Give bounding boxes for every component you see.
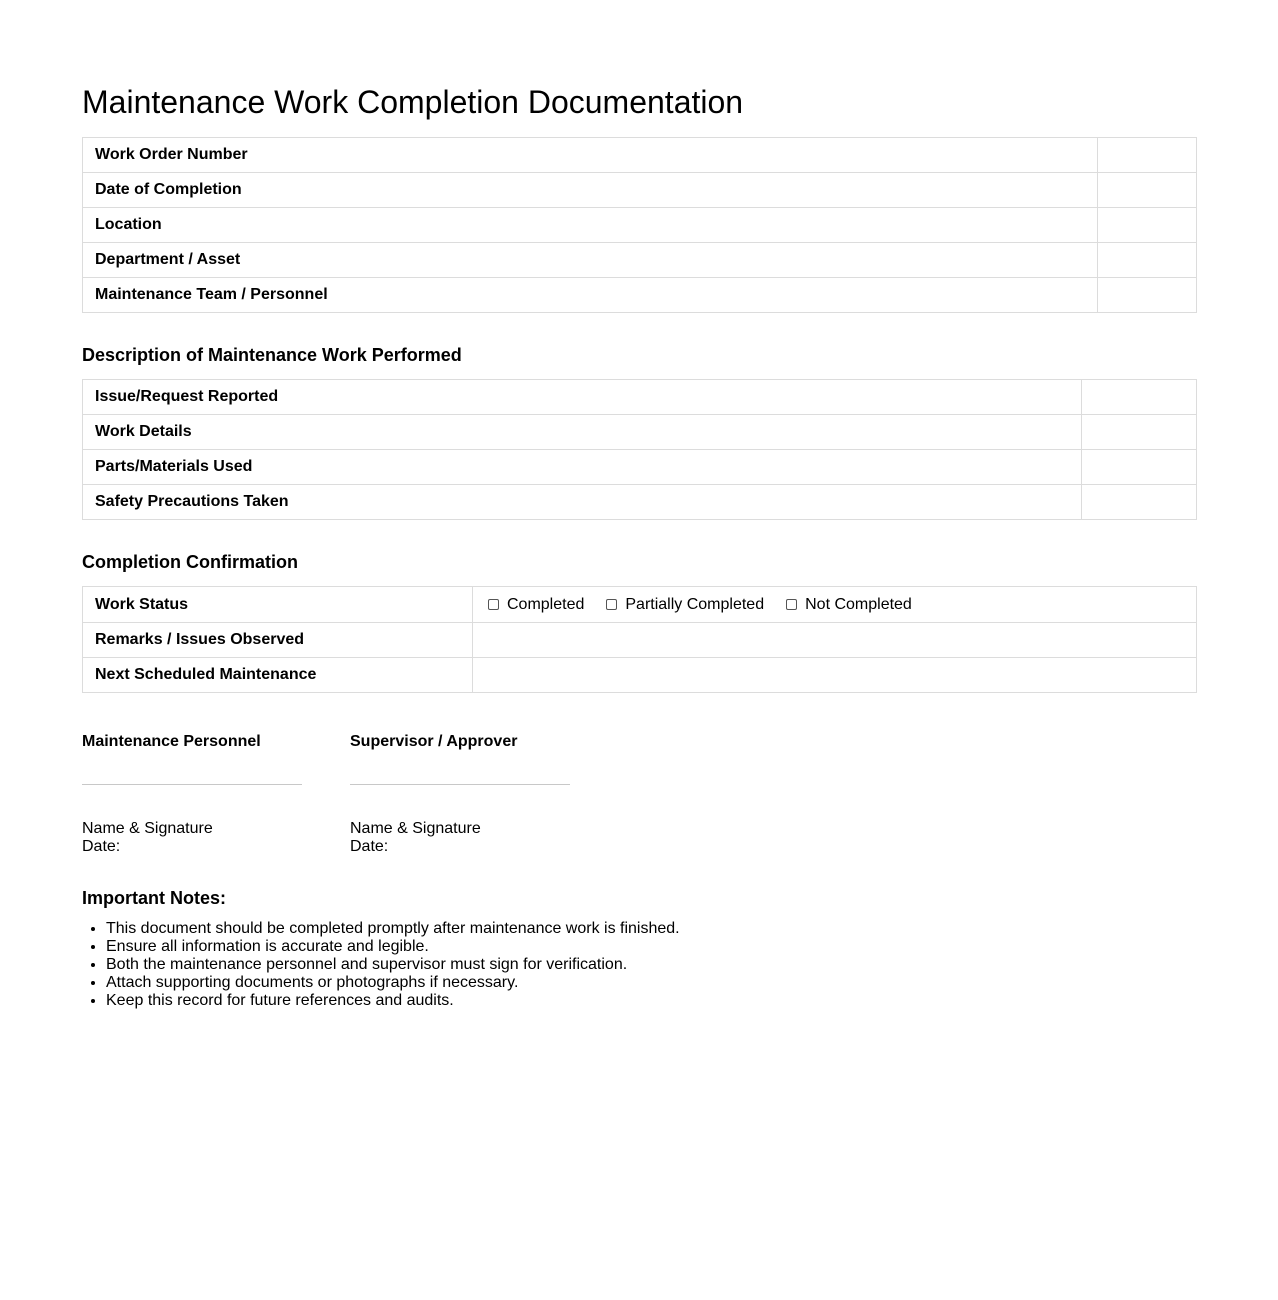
next-maintenance-field[interactable] <box>473 658 1197 693</box>
supervisor-signature-line[interactable] <box>350 784 570 785</box>
table-row <box>83 485 1197 520</box>
maintenance-personnel-signature-block <box>82 732 302 856</box>
completed-option-label: Completed <box>507 595 585 613</box>
date-of-completion-label: Date of Completion <box>83 173 1098 208</box>
department-asset-label: Department / Asset <box>83 243 1098 278</box>
supervisor-title: Supervisor / Approver <box>350 733 518 750</box>
completion-section-heading: Completion Confirmation <box>82 552 298 572</box>
partially-completed-checkbox[interactable] <box>606 599 617 610</box>
notes-list <box>82 920 1196 1010</box>
signature-section <box>82 732 1196 856</box>
work-description-table <box>82 379 1197 520</box>
description-section-heading: Description of Maintenance Work Performed <box>82 345 462 365</box>
supervisor-date-label: Date: <box>350 838 389 855</box>
list-item: • Both the maintenance personnel and supervisor must sign for verification. <box>106 956 1196 974</box>
supervisor-name-label: Name & Signature <box>350 820 481 837</box>
table-row <box>83 208 1197 243</box>
issue-request-field[interactable] <box>1082 380 1197 415</box>
document-page <box>82 0 1196 1010</box>
work-status-label: Work Status <box>83 587 473 623</box>
remarks-field[interactable] <box>473 623 1197 658</box>
safety-precautions-field[interactable] <box>1082 485 1197 520</box>
table-row <box>83 138 1197 173</box>
work-status-options <box>473 587 1197 623</box>
status-option-partially-completed[interactable] <box>606 596 764 614</box>
work-order-number-field[interactable] <box>1098 138 1197 173</box>
maintenance-personnel-signature-line[interactable] <box>82 784 302 785</box>
list-item: • Attach supporting documents or photographs if necessary. <box>106 974 1196 992</box>
maintenance-personnel-name-label: Name & Signature <box>82 820 213 837</box>
work-details-field[interactable] <box>1082 415 1197 450</box>
department-asset-field[interactable] <box>1098 243 1197 278</box>
status-option-completed[interactable] <box>488 596 584 614</box>
partially-completed-option-label: Partially Completed <box>625 595 765 613</box>
supervisor-signature-block <box>350 732 570 856</box>
work-details-label: Work Details <box>83 415 1082 450</box>
list-item: • Ensure all information is accurate and legible. <box>106 938 1196 956</box>
maintenance-personnel-title: Maintenance Personnel <box>82 733 261 750</box>
table-row <box>83 278 1197 313</box>
list-item: • Keep this record for future references and audits. <box>106 992 1196 1010</box>
maintenance-personnel-date-label: Date: <box>82 838 121 855</box>
table-row <box>83 450 1197 485</box>
location-label: Location <box>83 208 1098 243</box>
page-title: Maintenance Work Completion Documentation <box>82 84 744 120</box>
table-row <box>83 623 1197 658</box>
completed-checkbox[interactable] <box>488 599 499 610</box>
work-order-number-label: Work Order Number <box>83 138 1098 173</box>
table-row <box>83 243 1197 278</box>
table-row <box>83 380 1197 415</box>
remarks-label: Remarks / Issues Observed <box>83 623 473 658</box>
next-maintenance-label: Next Scheduled Maintenance <box>83 658 473 693</box>
maintenance-team-field[interactable] <box>1098 278 1197 313</box>
not-completed-option-label: Not Completed <box>805 595 912 613</box>
parts-materials-field[interactable] <box>1082 450 1197 485</box>
maintenance-team-label: Maintenance Team / Personnel <box>83 278 1098 313</box>
location-field[interactable] <box>1098 208 1197 243</box>
table-row <box>83 587 1197 623</box>
table-row <box>83 658 1197 693</box>
parts-materials-label: Parts/Materials Used <box>83 450 1082 485</box>
issue-request-label: Issue/Request Reported <box>83 380 1082 415</box>
general-info-table <box>82 137 1197 313</box>
not-completed-checkbox[interactable] <box>786 599 797 610</box>
status-option-not-completed[interactable] <box>786 596 912 614</box>
notes-heading: Important Notes: <box>82 888 226 908</box>
table-row <box>83 415 1197 450</box>
table-row <box>83 173 1197 208</box>
safety-precautions-label: Safety Precautions Taken <box>83 485 1082 520</box>
list-item: • This document should be completed promptly after maintenance work is finished. <box>106 920 1196 938</box>
date-of-completion-field[interactable] <box>1098 173 1197 208</box>
completion-confirmation-table <box>82 586 1197 693</box>
